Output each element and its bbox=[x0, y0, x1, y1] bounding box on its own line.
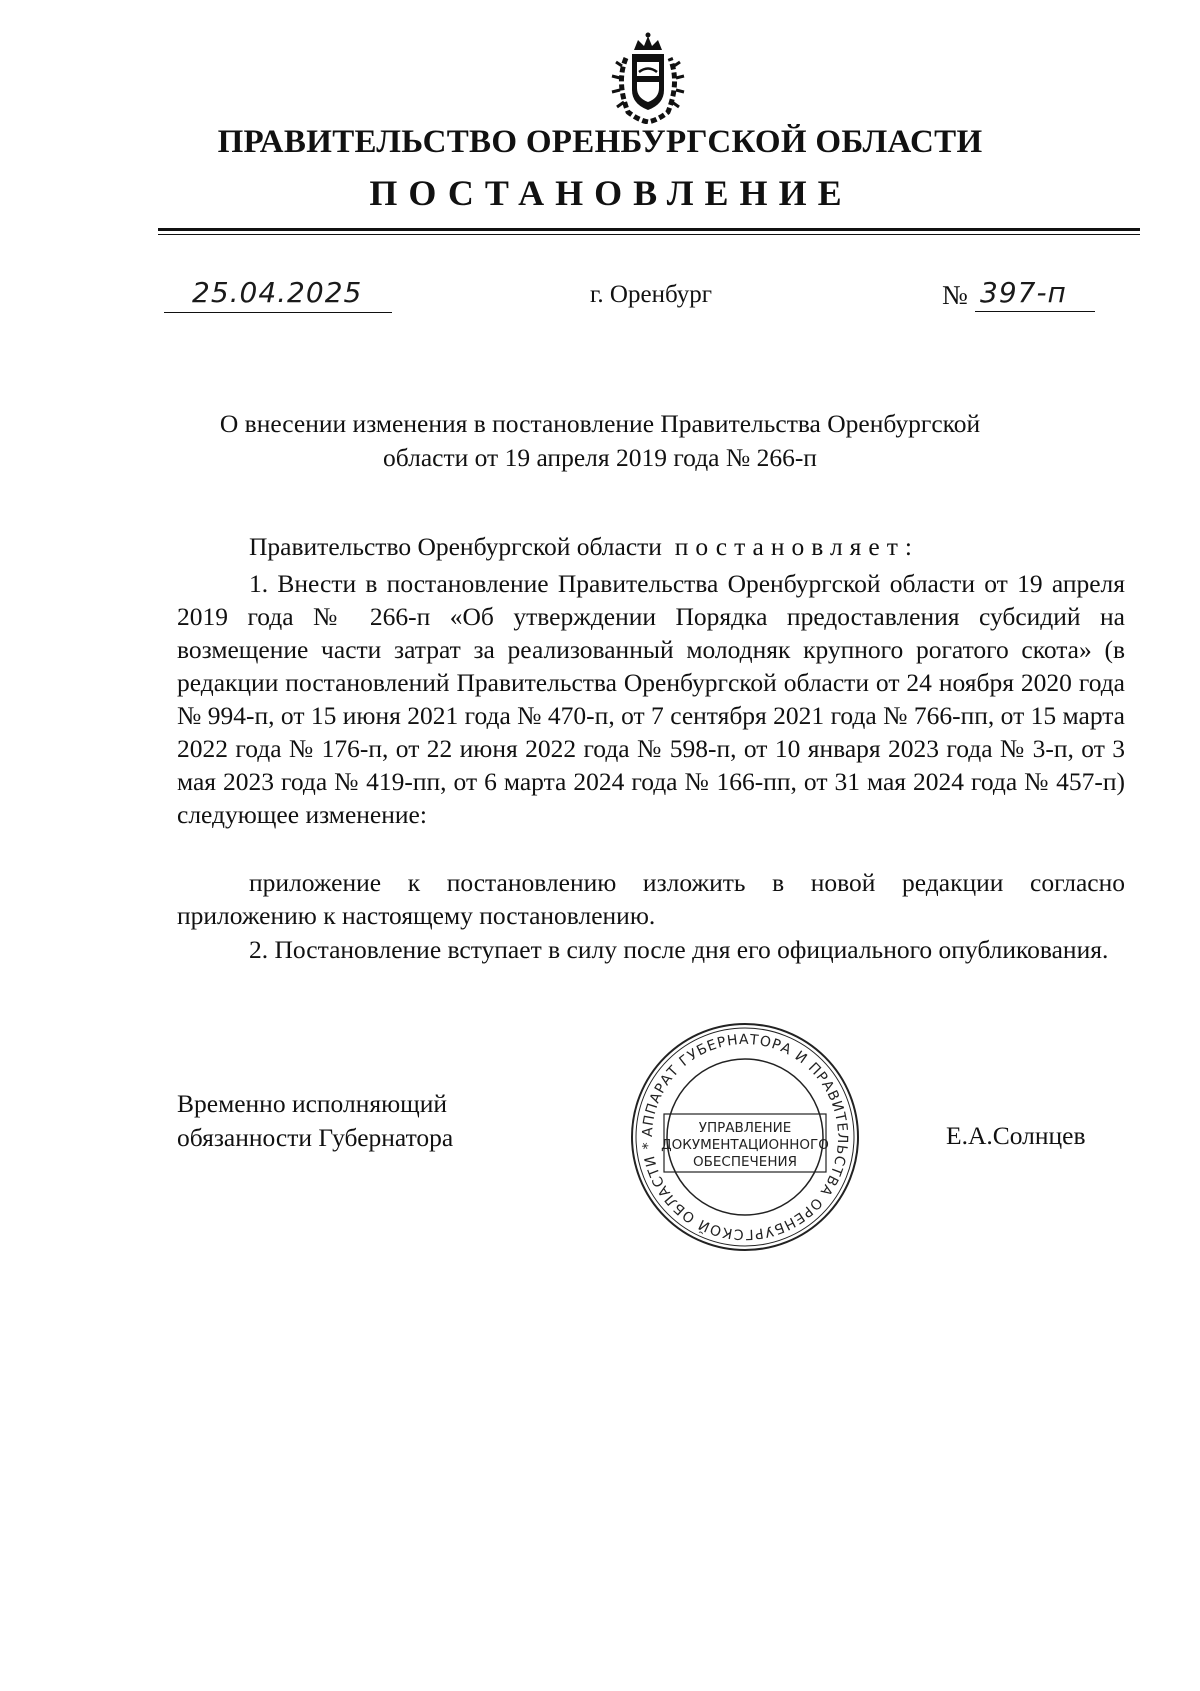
item-1-change-paragraph: приложение к постановлению изложить в новой редакции согласно приложению к настоящему постановлению. bbox=[177, 868, 1125, 930]
stamp-center-line-1: УПРАВЛЕНИЕ bbox=[698, 1120, 792, 1136]
number-underline bbox=[975, 311, 1095, 312]
document-city: г. Оренбург bbox=[590, 281, 712, 308]
coat-of-arms-icon bbox=[608, 32, 688, 124]
header-rule bbox=[158, 228, 1140, 231]
official-seal-stamp bbox=[628, 1020, 862, 1254]
item-2-paragraph: 2. Постановление вступает в силу после дня его официального опубликования. bbox=[249, 935, 1109, 964]
item-1-paragraph: 1. Внести в постановление Правительства Оренбургской области от 19 апреля 2019 года № 266-п «Об утверждении Порядка предоставления субсидий на возмещение части затрат за реализованный молодняк крупного рогатого скота» (в редакции постановлений Правительства Оренбургской области от 24 ноября 2020 года № 994-п, от 15 июня 2021 года № 470-п, от 7 сентября 2021 года № 766-пп, от 15 марта 2022 года № 176-п, от 22 июня 2022 года № 598-п, от 10 января 2023 года № 3-п, от 3 мая 2023 года № 419-пп, от 6 марта 2024 года № 166-пп, от 31 мая 2024 года № 457-п) следующее изменение: bbox=[177, 569, 1125, 829]
intro-paragraph bbox=[177, 530, 1125, 563]
intro-verb: постановляет: bbox=[674, 532, 919, 561]
signatory-title-line-2: обязанности Губернатора bbox=[177, 1123, 454, 1152]
stamp-center-line-2: ДОКУМЕНТАЦИОННОГО bbox=[661, 1137, 829, 1153]
stamp-ring-text: АППАРАТ ГУБЕРНАТОРА И ПРАВИТЕЛЬСТВА ОРЕНБУРГСКОЙ ОБЛАСТИ * bbox=[639, 1031, 851, 1243]
date-underline bbox=[164, 312, 392, 313]
header-rule-thin bbox=[158, 234, 1140, 235]
signatory-name: Е.А.Солнцев bbox=[946, 1121, 1086, 1150]
document-subject: О внесении изменения в постановление Правительства Оренбургской области от 19 апреля 2019 года № 266-п bbox=[219, 409, 981, 472]
signatory-title-line-1: Временно исполняющий bbox=[177, 1089, 448, 1118]
organization-name: ПРАВИТЕЛЬСТВО ОРЕНБУРГСКОЙ ОБЛАСТИ bbox=[217, 124, 983, 160]
signatory-title bbox=[177, 1087, 453, 1155]
document-date: 25.04.2025 bbox=[192, 276, 363, 309]
document-number: 397-п bbox=[980, 276, 1067, 309]
document-type: ПОСТАНОВЛЕНИЕ bbox=[369, 173, 853, 213]
number-label: № bbox=[942, 280, 968, 310]
stamp-center-line-3: ОБЕСПЕЧЕНИЯ bbox=[693, 1154, 797, 1170]
intro-text: Правительство Оренбургской области bbox=[249, 532, 662, 561]
